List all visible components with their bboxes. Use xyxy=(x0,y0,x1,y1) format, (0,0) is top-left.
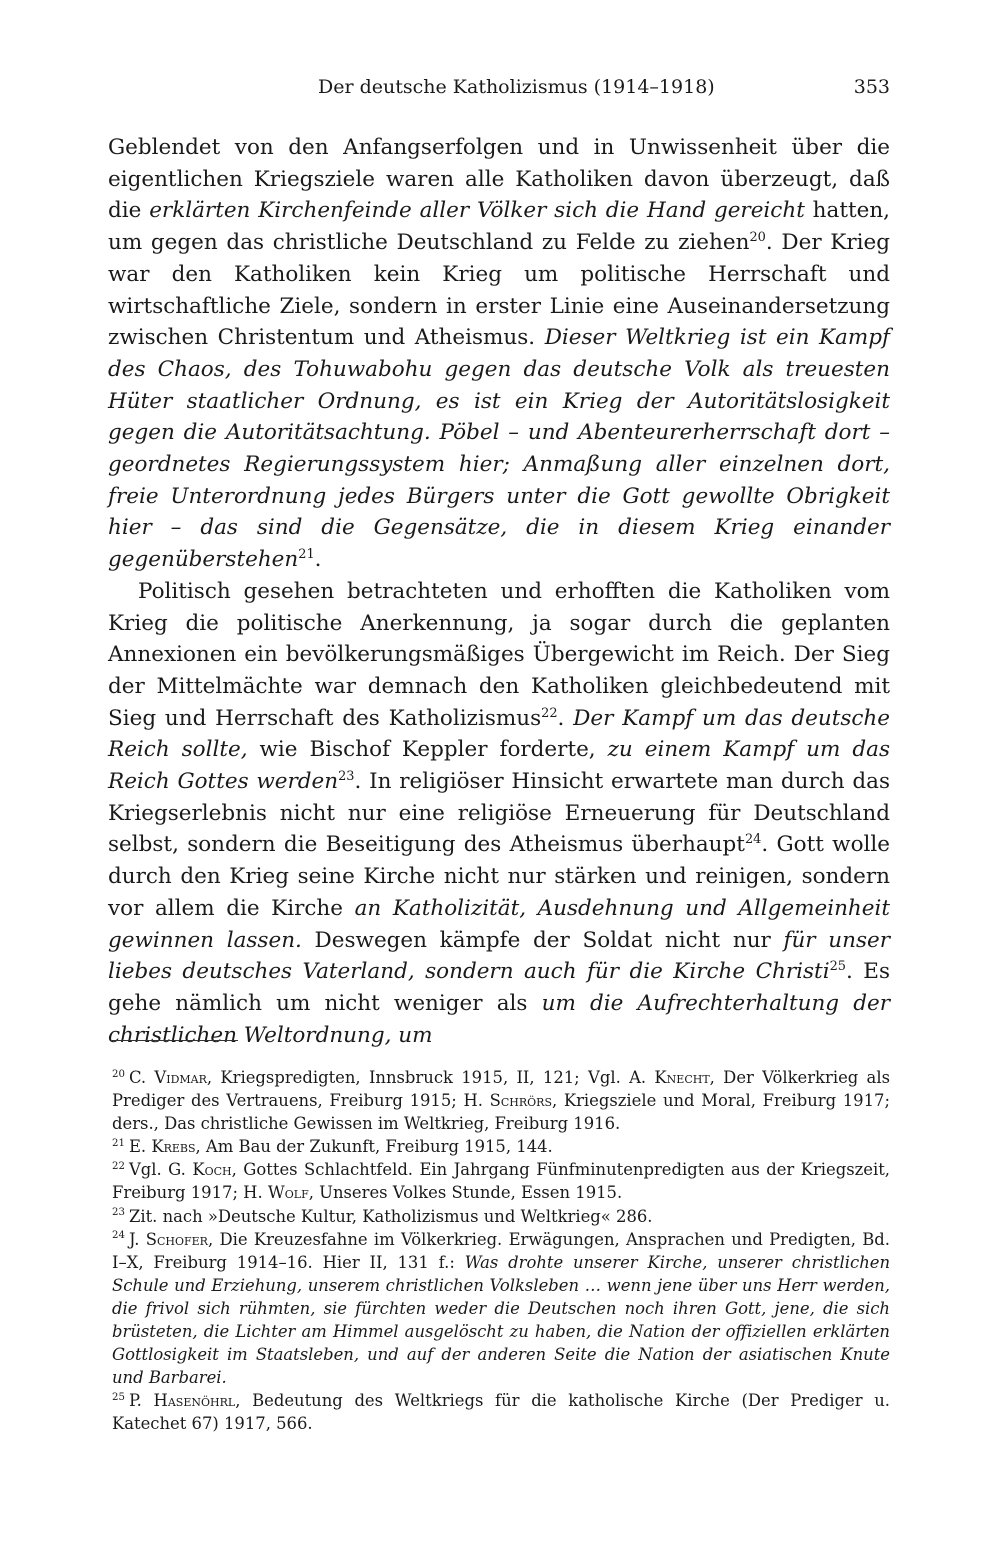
author-name: Vidmar xyxy=(154,1068,207,1087)
text-run: , Kriegsziele und Moral, Freiburg 1917; ders., Das christliche Gewissen im Weltkrieg, Freiburg 1916. xyxy=(112,1091,890,1134)
text-run: . Es gehe nämlich um nicht weniger als xyxy=(108,959,890,1016)
author-name: Krebs xyxy=(151,1137,196,1157)
text-run: , Bedeutung des Weltkriegs für die katholische Kirche (Der Prediger u. Katechet 67) 1917, 566. xyxy=(112,1391,890,1434)
footnote xyxy=(112,1389,890,1435)
footnote-number: 25 xyxy=(112,1391,125,1403)
footnote xyxy=(112,1205,890,1228)
footnote-number: 23 xyxy=(112,1207,125,1219)
footnote-ref: 23 xyxy=(338,768,355,784)
footnote-number: 20 xyxy=(112,1068,125,1080)
footnotes xyxy=(112,1066,890,1436)
footnote xyxy=(112,1158,890,1204)
footnote-ref: 22 xyxy=(541,705,558,721)
footnote-number: 21 xyxy=(112,1137,125,1149)
italic-text: Was drohte unserer Kirche, unserer christlichen Schule und Erziehung, unserem christlichen Volksleben … wenn jene über uns Herr werden, die frivol sich rühmten, sie fürchten weder die Deutschen noch ihren Gott, jene, die sich brüsteten, die Lichter am Himmel ausgelöscht zu haben, die Nation der offiziellen erklärten Gottlosigkeit im Staatsleben, und auf der anderen Seite die Nation der asiatischen Knute und Barbarei. xyxy=(112,1252,891,1388)
italic-text: für unser liebes deutsches Vaterland, sondern auch für die Kirche Christi xyxy=(108,927,890,985)
text-run: , Unseres Volkes Stunde, Essen 1915. xyxy=(308,1183,623,1203)
text-run: . xyxy=(557,705,574,731)
footnote xyxy=(112,1066,890,1135)
footnote-number: 24 xyxy=(112,1230,125,1242)
footnote-separator xyxy=(112,1040,238,1041)
text-run: , Am Bau der Zukunft, Freiburg 1915, 144. xyxy=(195,1137,553,1157)
text-run: J. xyxy=(128,1229,146,1249)
text-run: hatten, um gegen das christliche Deutschland zu Felde zu ziehen xyxy=(108,198,891,256)
footnote-ref: 24 xyxy=(744,832,762,848)
text-run: . xyxy=(314,547,322,573)
italic-text: erklärten Kirchenfeinde aller Völker sich die Hand gereicht xyxy=(149,198,805,224)
text-run: , Die Kreuzesfahne im Völkerkrieg. Erwägungen, Ansprachen und Predigten, Bd. I–X, Freiburg 1914–16. Hier II, 131 f.: xyxy=(112,1229,891,1272)
author-name: Koch xyxy=(192,1160,232,1180)
text-run: E. xyxy=(128,1137,152,1157)
author-name: Hasenöhrl xyxy=(153,1391,236,1411)
text-run: P. xyxy=(128,1391,154,1411)
text-run: Geblendet von den Anfangserfolgen und in Unwissenheit über die eigentlichen Kriegsziele waren alle Katholiken davon überzeugt, daß die xyxy=(108,135,890,224)
text-run: , Der Völkerkrieg als Prediger des Vertrauens, Freiburg 1915; H. xyxy=(112,1068,890,1111)
author-name: Schrörs xyxy=(489,1091,552,1111)
footnote-ref: 25 xyxy=(829,959,846,975)
author-name: Wolf xyxy=(267,1183,309,1203)
text-run: . Gott wolle durch den Krieg seine Kirche nicht nur stärken und reinigen, sondern vor allem die Kirche xyxy=(108,832,890,921)
italic-text: Dieser Weltkrieg ist ein Kampf des Chaos, des Tohuwabohu gegen das deutsche Volk als treuesten Hüter staatlicher Ordnung, es ist ein Krieg der Autoritätslosigkeit gegen die Autoritätsachtung. Pöbel – und Abenteurerherrschaft dort – geordnetes Regierungssystem hier; Anmaßung aller einzelnen dort, freie Unterordnung jedes Bürgers unter die Gott gewollte Obrigkeit hier – das sind die Gegensätze, die in diesem Krieg einander gegenüberstehen xyxy=(108,325,890,573)
author-name: Schofer xyxy=(145,1229,208,1249)
paragraph xyxy=(108,132,890,576)
text-run: . Der Krieg war den Katholiken kein Krieg um politische Herrschaft und wirtschaftliche Ziele, sondern in erster Linie eine Auseinandersetzung zwischen Christentum und Atheismus. xyxy=(108,230,890,351)
footnote-number: 22 xyxy=(112,1160,125,1172)
text-run: wie Bischof Keppler forderte, xyxy=(247,737,608,763)
text-run: , Gottes Schlachtfeld. Ein Jahrgang Fünfminutenpredigten aus der Kriegszeit, Freiburg 1917; H. xyxy=(112,1160,891,1203)
italic-text: um die Aufrechterhaltung der christlichen Weltordnung, um xyxy=(108,990,890,1048)
running-header xyxy=(108,76,890,106)
footnote-ref: 21 xyxy=(298,546,315,562)
italic-text: Der Kampf um das deutsche Reich sollte, xyxy=(108,705,891,763)
italic-text: zu einem Kampf um das Reich Gottes werden xyxy=(108,737,890,795)
text-run: C. xyxy=(128,1068,155,1087)
running-title: Der deutsche Katholizismus (1914–1918) xyxy=(318,76,715,98)
footnote-ref: 20 xyxy=(749,229,766,245)
italic-text: an Katholizität, Ausdehnung und Allgemeinheit gewinnen lassen. xyxy=(108,895,890,953)
page-number: 353 xyxy=(853,76,890,98)
paragraph xyxy=(108,576,890,1052)
text-run: Politisch gesehen betrachteten und erhofften die Katholiken vom Krieg die politische Anerkennung, ja sogar durch die geplanten Annexionen ein bevölkerungsmäßiges Übergewicht im Reich. Der Sieg der Mittelmächte war demnach den Katholiken gleichbedeutend mit Sieg und Herrschaft des Katholizismus xyxy=(108,578,890,731)
footnote xyxy=(112,1135,890,1158)
text-run: . In religiöser Hinsicht erwartete man durch das Kriegserlebnis nicht nur eine religiöse Erneuerung für Deutschland selbst, sondern die Beseitigung des Atheismus überhaupt xyxy=(108,769,890,858)
text-run: Vgl. G. xyxy=(128,1160,193,1180)
footnote xyxy=(112,1228,890,1390)
text-run: Deswegen kämpfe der Soldat nicht nur xyxy=(301,927,784,953)
body-text xyxy=(108,132,890,1051)
text-run: , Kriegspredigten, Innsbruck 1915, II, 121; Vgl. A. xyxy=(206,1068,655,1087)
author-name: Knecht xyxy=(654,1068,710,1087)
text-run: Zit. nach »Deutsche Kultur, Katholizismus und Weltkrieg« 286. xyxy=(128,1206,653,1226)
